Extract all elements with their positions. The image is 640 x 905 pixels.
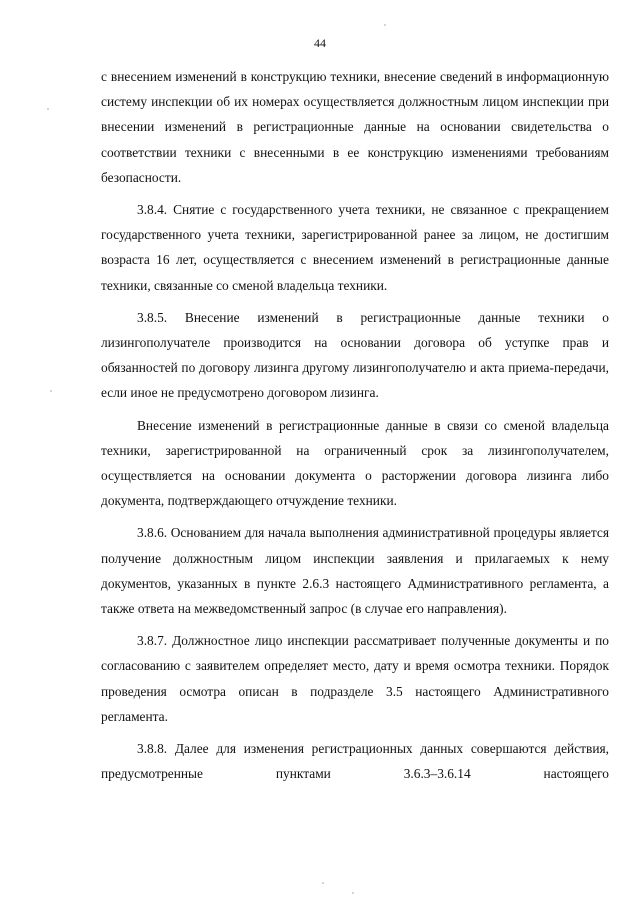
- paragraph-3-8-5-second: Внесение изменений в регистрационные данные в связи со сменой владельца техники, зарегистрированной на ограниченный срок за лизингополучателем, осуществляется на основании документа о расторжении договора лизинга либо документа, подтверждающего отчуждение техники.: [101, 417, 609, 509]
- scan-speck: [50, 390, 52, 392]
- document-body: [101, 64, 609, 786]
- scan-speck: [384, 24, 386, 26]
- scan-speck: [322, 882, 324, 884]
- paragraph-3-8-8: 3.8.8. Далее для изменения регистрационных данных совершаются действия, предусмотренные пунктами 3.6.3–3.6.14 настоящего: [101, 741, 609, 782]
- paragraph-3-8-7: 3.8.7. Должностное лицо инспекции рассматривает полученные документы и по согласованию с заявителем определяет место, дату и время осмотра техники. Порядок проведения осмотра описан в подразделе 3.5 настоящего Административного регламента.: [101, 633, 609, 724]
- paragraph-continuation: с внесением изменений в конструкцию техники, внесение сведений в информационную систему инспекции об их номерах осуществляется должностным лицом инспекции при внесении изменений в регистрационные данные на основании свидетельства о соответствии техники с внесенными в ее конструкцию изменениями требованиям безопасности.: [101, 69, 609, 185]
- scan-speck: [352, 892, 354, 894]
- paragraph-3-8-5: 3.8.5. Внесение изменений в регистрационные данные техники о лизингополучателе производится на основании договора об уступке прав и обязанностей по договору лизинга другому лизингополучателю и акта приема-передачи, если иное не предусмотрено договором лизинга.: [101, 309, 609, 401]
- scan-speck: [47, 108, 49, 110]
- paragraph-3-8-4: 3.8.4. Снятие с государственного учета техники, не связанное с прекращением государственного учета техники, зарегистрированной ранее за лицом, не достигшим возраста 16 лет, осуществляется с внесением изменений в регистрационные данные техники, связанные со сменой владельца техники.: [101, 202, 609, 293]
- page-number: 44: [314, 36, 326, 50]
- paragraph-3-8-6: 3.8.6. Основанием для начала выполнения административной процедуры является получение должностным лицом инспекции заявления и прилагаемых к нему документов, указанных в пункте 2.6.3 настоящего Административного регламента, а также ответа на межведомственный запрос (в случае его направления).: [101, 525, 609, 617]
